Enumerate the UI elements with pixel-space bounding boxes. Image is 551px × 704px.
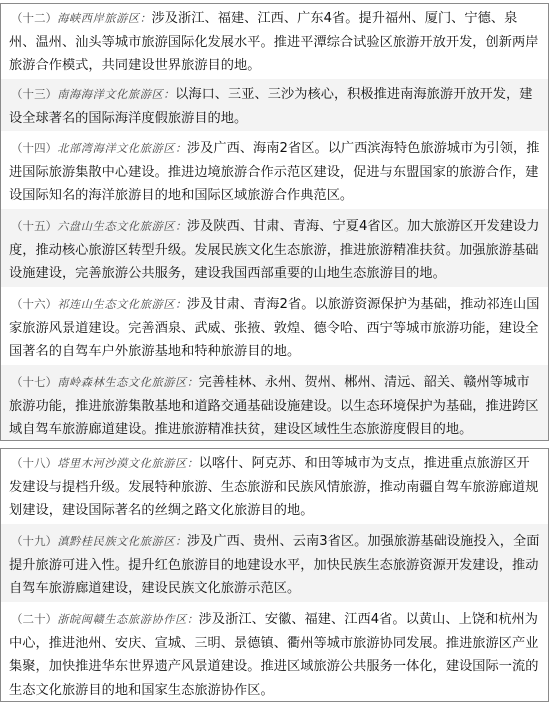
region-name: 北部湾海洋文化旅游区：	[57, 142, 187, 155]
region-name: 六盘山生态文化旅游区：	[57, 220, 187, 233]
paragraph-14	[1, 131, 548, 209]
paragraph-12	[1, 4, 548, 79]
paragraph-19	[1, 524, 548, 602]
paragraph-text: 以喀什、阿克苏、和田等城市为支点，推进重点旅游区开发建设与提档升级。发展特种旅游、生态旅游和民族风情旅游，推动南疆自驾车旅游廊道规划建设，建设国际著名的丝绸之路文化旅游目的地。	[9, 456, 539, 519]
region-name: 南海海洋文化旅游区：	[57, 88, 176, 101]
paragraph-number: （十二）	[11, 11, 58, 25]
paragraph-20	[1, 602, 548, 702]
paragraph-text: 涉及浙江、安徽、福建、江西4省。以黄山、上饶和杭州为中心，推进池州、安庆、宣城、三明、景德镇、衢州等城市旅游协同发展。推进旅游区产业集聚，加快推进华东世界遗产风景道建设。推进区域旅游公共服务一体化，建设国际一流的生态文化旅游目的地和国家生态旅游协作区。	[9, 612, 539, 698]
paragraph-13	[1, 79, 548, 131]
paragraph-number: （十五）	[11, 219, 58, 233]
text-block-upper	[0, 3, 549, 441]
region-name: 南岭森林生态文化旅游区：	[57, 376, 199, 389]
paragraph-number: （十八）	[11, 456, 58, 470]
paragraph-text: 以海口、三亚、三沙为核心，积极推进南海旅游开放开发，建设全球著名的国际海洋度假旅游目的地。	[9, 87, 533, 126]
paragraph-number: （十九）	[11, 534, 58, 548]
paragraph-17	[1, 365, 548, 441]
paragraph-number: （二十）	[11, 612, 58, 626]
region-name: 滇黔桂民族文化旅游区：	[57, 535, 187, 548]
paragraph-text: 涉及广西、海南2省区。以广西滨海特色旅游城市为引领，推进国际旅游集散中心建设。推进边境旅游合作示范区建设，促进与东盟国家的旅游合作，建设国际知名的海洋旅游目的地和国际区域旅游合作典范区。	[9, 141, 540, 204]
text-block-lower	[0, 448, 549, 702]
paragraph-text: 涉及陕西、甘肃、青海、宁夏4省区。加大旅游区开发建设力度，推动核心旅游区转型升级。发展民族文化生态旅游，推进旅游精准扶贫。加强旅游基础设施建设，完善旅游公共服务，建设我国西部重要的山地生态旅游目的地。	[9, 219, 540, 282]
paragraph-text: 涉及浙江、福建、江西、广东4省。提升福州、厦门、宁德、泉州、温州、汕头等城市旅游国际化发展水平。推进平潭综合试验区旅游开放开发，创新两岸旅游合作模式，共同建设世界旅游目的地。	[9, 11, 539, 74]
paragraph-number: （十四）	[11, 141, 58, 155]
paragraph-number: （十七）	[11, 375, 58, 389]
region-name: 祁连山生态文化旅游区：	[57, 298, 187, 311]
paragraph-text: 涉及甘肃、青海2省。以旅游资源保护为基础，推动祁连山国家旅游风景道建设。完善酒泉、武威、张掖、敦煌、德令哈、西宁等城市旅游功能，建设全国著名的自驾车户外旅游基地和特种旅游目的地。	[9, 297, 540, 360]
paragraph-text: 完善桂林、永州、贺州、郴州、清远、韶关、赣州等城市旅游功能，推进旅游集散基地和道路交通基础设施建设。以生态环境保护为基础，推进跨区域自驾车旅游廊道建设。推进旅游精准扶贫，建设区域性生态旅游度假目的地。	[9, 375, 539, 438]
paragraph-number: （十六）	[11, 297, 58, 311]
paragraph-number: （十三）	[11, 87, 58, 101]
region-name: 塔里木河沙漠文化旅游区：	[57, 457, 199, 470]
paragraph-16	[1, 287, 548, 365]
region-name: 浙皖闽赣生态旅游协作区：	[57, 613, 199, 626]
paragraph-text: 涉及广西、贵州、云南3省区。加强旅游基础设施投入，全面提升旅游可进入性。提升红色旅游目的地建设水平，加快民族生态旅游资源开发建设，推动自驾车旅游廊道建设，建设民族文化旅游示范区。	[9, 534, 540, 597]
paragraph-18	[1, 449, 548, 524]
region-name: 海峡西岸旅游区：	[57, 12, 152, 25]
paragraph-15	[1, 209, 548, 287]
